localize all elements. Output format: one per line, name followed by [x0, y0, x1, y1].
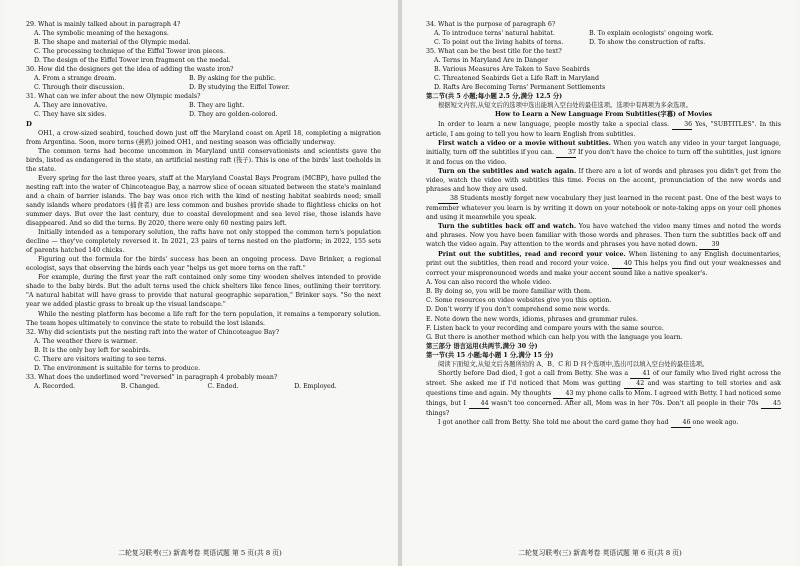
- answer-options: [426, 278, 781, 341]
- option-d: D. Employed.: [294, 382, 337, 390]
- page-6: [404, 0, 796, 566]
- option-a: A. Terns in Maryland Are in Danger: [434, 57, 548, 65]
- blank-39: 39: [699, 240, 719, 250]
- passage-paragraph: 38 Students mostly forget new vocabulary they just learned in the recent past. One of the best ways to remember whatever you learn is by writing it down on your notebook or note-taking apps on your cell phones and using it meanwhile you speak.: [426, 194, 781, 221]
- option-d: D. Don't worry if you don't comprehend some new words.: [426, 306, 610, 314]
- passage-paragraph: Initially intended as a temporary solution, the rafts have not only stopped the common tern's population decline — they've completely reversed it. In 2021, 23 pairs of terns nested on the platform; in 2022, 155 sets of parents hatched 140 chicks.: [26, 229, 381, 255]
- passage-paragraph: The common terns had become uncommon in Maryland until conservationists and scientists gave the birds, listed as endangered in the state, an artificial nesting raft (筏子). This is one of the birds' last toeholds in the state.: [26, 147, 381, 173]
- question-35: [426, 47, 781, 92]
- question-32: [26, 328, 381, 373]
- option-c: C. The processing technique of the Eiffel Tower iron pieces.: [34, 48, 225, 56]
- passage-paragraph: While the nesting platform has become a life raft for the tern population, it remains a temporary solution. The team hopes ultimately to convince the state to rebuild the lost islands.: [26, 310, 381, 327]
- passage-paragraph: Turn the subtitles back off and watch. You have watched the video many times and noted the words and phrases. Now you have been familiar with those words and phrases. Then turn the subtitles back off and watch the video again. Pay attention to the words and phrases you have noted down. 39: [426, 222, 781, 250]
- passage-paragraph: In order to learn a new language, people mostly take a special class. 36 Yes, "SUBTITLES". In this article, I am going to tell you how to learn English from subtitles.: [426, 120, 781, 138]
- subheading: First watch a video or a movie without subtitles.: [438, 139, 611, 147]
- option-d: D. Rafts Are Becoming Terns' Permanent Settlements: [434, 84, 606, 92]
- question-stem: 35. What can be the best title for the text?: [426, 48, 562, 56]
- option-c: C. Ended.: [207, 382, 239, 390]
- option-g: G. But there is another method which can help you with the language you learn.: [426, 333, 683, 341]
- page-gutter: [398, 0, 402, 566]
- subheading: Turn the subtitles back off and watch.: [438, 223, 577, 231]
- option-b: B. It is the only bay left for seabirds.: [34, 346, 151, 354]
- passage-paragraph: Turn on the subtitles and watch again. If there are a lot of words and phrases you didn't get from the video, watch the video with subtitles this time. Focus on the accent, pronunciation of the new words and phrases and how they are used.: [426, 167, 781, 193]
- option-d: D. The design of the Eiffel Tower iron fragment on the medal.: [34, 57, 231, 65]
- option-a: A. From a strange dream.: [34, 75, 117, 83]
- option-b: B. Various Measures Are Taken to Save Seabirds: [434, 66, 590, 74]
- section-header: 第二节(共 5 小题;每小题 2.5 分,满分 12.5 分): [426, 93, 563, 101]
- option-b: B. The shape and material of the Olympic medal.: [34, 39, 191, 47]
- option-c: C. To point out the living habits of terns.: [434, 39, 564, 47]
- question-stem: 31. What can we infer about the new Olympic medals?: [26, 93, 201, 101]
- option-c: C. There are visitors waiting to see terns.: [34, 355, 167, 363]
- option-a: A. Recorded.: [34, 382, 76, 390]
- page-6-content: [426, 20, 781, 428]
- option-d: D. The environment is suitable for terns to produce.: [34, 364, 201, 372]
- blank-43: 43: [553, 389, 573, 399]
- cloze-paragraph: I got another call from Betty. She told me about the card game they had 46 one week ago.: [426, 418, 781, 428]
- question-stem: 34. What is the purpose of paragraph 6?: [426, 21, 556, 28]
- page-footer: 二轮复习联考(三) 新高考卷 英语试题 第 6 页(共 8 页): [518, 549, 682, 557]
- page-5: [4, 0, 396, 566]
- blank-41: 41: [630, 369, 650, 379]
- part-header: 第三部分 语言运用(共两节,满分 30 分): [426, 342, 538, 350]
- question-34: [426, 20, 781, 47]
- section-header: 第一节(共 15 小题;每小题 1 分,满分 15 分): [426, 351, 554, 359]
- option-b: B. To explain ecologists' ongoing work.: [589, 30, 714, 38]
- option-a: A. The weather there is warmer.: [34, 337, 138, 345]
- section-instructions: 根据短文内容,从短文后的选项中选出能填入空白处的最佳选项。选项中有两项为多余选项。: [438, 102, 692, 110]
- passage-paragraph: Print out the subtitles, read and record your voice. When listening to any English documentaries, print out the subtitles, then read and record your voice. 40 This helps you find out your weaknesses and correct your mispronounced words and make your accent sound like a native speaker's.: [426, 251, 781, 278]
- passage-letter: D: [26, 119, 32, 128]
- passage-paragraph: For example, during the first year the raft contained only some tiny wooden shelves intended to provide shade to the baby birds. But the adult terns used the chick shelters like fence lines, outlining their territory. "A natural habitat will have grass to provide that natural geographic separation," Brinker says. "So the next year we added plastic grass to break up the visual landscape.": [26, 274, 381, 309]
- option-f: F. Listen back to your recording and compare yours with the same source.: [426, 324, 664, 332]
- blank-40: 40: [612, 259, 632, 269]
- option-a: A. They are innovative.: [34, 102, 108, 110]
- question-stem: 29. What is mainly talked about in paragraph 4?: [26, 21, 181, 28]
- blank-44: 44: [469, 399, 489, 409]
- question-31: [26, 92, 381, 119]
- blank-42: 42: [624, 379, 644, 389]
- option-a: A. To introduce terns' natural habitat.: [434, 30, 555, 38]
- passage-title: How to Learn a New Language From Subtitles(字幕) of Movies: [494, 111, 713, 119]
- option-e: E. Note down the new words, idioms, phrases and grammar rules.: [426, 315, 638, 323]
- option-a: A. You can also record the whole video.: [426, 279, 552, 287]
- option-b: B. They are light.: [189, 102, 245, 110]
- page-footer: 二轮复习联考(三) 新高考卷 英语试题 第 5 页(共 8 页): [118, 549, 282, 557]
- question-33: [26, 373, 381, 391]
- question-30: [26, 65, 381, 92]
- question-stem: 30. How did the designers get the idea of adding the waste iron?: [26, 66, 234, 74]
- passage-paragraph: Figuring out the formula for the birds' success has been an ongoing process. Dave Brinker, a regional ecologist, says that observing the birds each year "helps us get more terns on the raft.": [26, 256, 381, 273]
- blank-45: 45: [761, 399, 781, 409]
- blank-37: 37: [556, 148, 576, 158]
- option-c: C. Through their discussion.: [34, 84, 125, 92]
- option-d: D. By studying the Eiffel Tower.: [189, 84, 290, 92]
- question-29: [26, 20, 381, 65]
- subheading: Turn on the subtitles and watch again.: [438, 167, 577, 175]
- passage-paragraph: Every spring for the last three years, staff at the Maryland Coastal Bays Program (MCBP), have pulled the nesting raft into the water of Chincoteague Bay, a narrow slice of ocean situated between the state's mainland and a chain of barrier islands. The bay was once rich with the kind of nesting habitat seabirds need; small sandy islands where predators (捕食者) are less common and bushes provide shade to flightless chicks on hot summer days. But over the last century, due to coastal development and sea level rise, those islands have disappeared. And so did the terns. By 2020, there were only 60 nesting pairs left.: [26, 174, 381, 228]
- option-b: B. By asking for the public.: [189, 75, 276, 83]
- option-c: C. They have six sides.: [34, 111, 107, 119]
- section-instructions: 阅读下面短文,从短文后各题所给的 A、B、C 和 D 四个选项中,选出可以填入空白处的最佳选项。: [438, 360, 709, 368]
- cloze-paragraph: Shortly before Dad died, I got a call from Betty. She was a 41 of our family who lived right across the street. She asked me if I'd noticed that Mom was getting 42 and was starting to tell stories and ask questions time and again. My thoughts 43 my phone calls to Mom. I agreed with Betty. I had noticed some things, but I 44 wasn't too concerned. After all, Mom was in her 70s. Don't all people in their 70s 45 things?: [426, 369, 781, 417]
- blank-46: 46: [671, 418, 691, 428]
- passage-paragraph: First watch a video or a movie without subtitles. When you watch any video in your target language, initially, turn off the subtitles if you can. 37 If you don't have the choice to turn off the subtitles, just ignore it and focus on the video.: [426, 139, 781, 166]
- subheading: Print out the subtitles, read and record your voice.: [438, 251, 626, 259]
- option-d: D. To show the construction of rafts.: [589, 39, 706, 47]
- option-c: C. Some resources on video websites give you this option.: [426, 297, 612, 305]
- blank-36: 36: [672, 120, 692, 130]
- option-c: C. Threatened Seabirds Get a Life Raft in Maryland: [434, 75, 600, 83]
- option-d: D. They are golden-colored.: [189, 111, 278, 119]
- option-b: B. By doing so, you will be more familiar with them.: [426, 288, 593, 296]
- blank-38: 38: [438, 194, 458, 204]
- page-5-content: [26, 20, 381, 391]
- passage-paragraph: OH1, a crow-sized seabird, touched down just off the Maryland coast on April 18, completing a migration from Argentina. Soon, more terns (燕鸥) joined OH1, and nesting season was officially underway.: [26, 129, 381, 146]
- option-b: B. Changed.: [120, 382, 160, 390]
- question-stem: 32. Why did scientists put the nesting raft into the water of Chincoteague Bay?: [26, 328, 280, 336]
- option-a: A. The symbolic meaning of the hexagons.: [34, 30, 169, 38]
- question-stem: 33. What does the underlined word "reversed" in paragraph 4 probably mean?: [26, 373, 278, 381]
